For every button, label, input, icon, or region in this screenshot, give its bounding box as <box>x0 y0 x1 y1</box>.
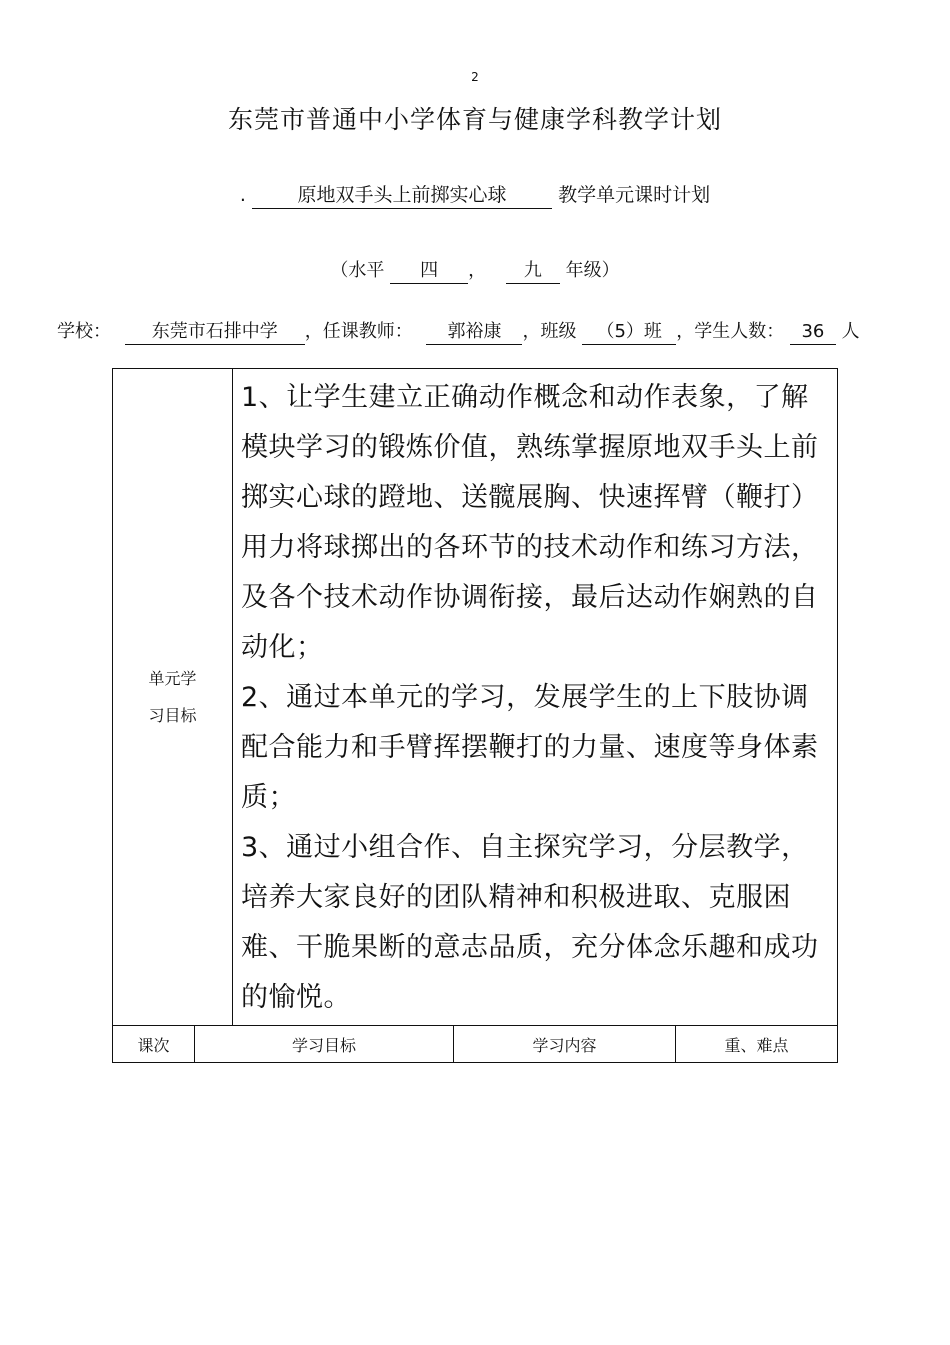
header-lesson: 课次 <box>113 1026 195 1063</box>
header-content: 学习内容 <box>454 1026 676 1063</box>
header-objectives: 学习目标 <box>195 1026 454 1063</box>
objectives-label-line2: 习目标 <box>148 706 197 725</box>
page-number: 2 <box>471 70 479 84</box>
level-separator: ， <box>468 260 487 281</box>
school-value: 东莞市石排中学 <box>125 321 305 345</box>
level-value: 四 <box>390 260 468 284</box>
level-close: 年级） <box>565 260 620 281</box>
document-title: 东莞市普通中小学体育与健康学科教学计划 <box>227 105 722 134</box>
teacher-label: ，任课教师： <box>304 321 413 342</box>
objective-item: 3、通过小组合作、自主探究学习，分层教学，培养大家良好的团队精神和积极进取、克服困难、干脆果断的意志品质，充分体念乐趣和成功的愉悦。 <box>241 832 819 1013</box>
students-unit: 人 <box>841 321 860 342</box>
teacher-value: 郭裕康 <box>426 321 522 345</box>
students-value: 36 <box>790 321 836 345</box>
class-value: （5）班 <box>582 321 676 345</box>
students-label: ，学生人数： <box>676 321 785 342</box>
class-label: ，班级 <box>522 321 577 342</box>
objective-item: 2、通过本单元的学习，发展学生的上下肢协调配合能力和手臂挥摆鞭打的力量、速度等身体素质； <box>241 682 819 813</box>
level-open: （水平 <box>330 260 385 281</box>
unit-prefix: . <box>239 184 246 206</box>
school-label: 学校： <box>57 321 111 342</box>
level-line <box>0 256 950 284</box>
objective-item: 1、让学生建立正确动作概念和动作表象，了解模块学习的锻炼价值，熟练掌握原地双手头上前掷实心球的蹬地、送髋展胸、快速挥臂（鞭打）用力将球掷出的各环节的技术动作和练习方法，及各个技术动作协调衔接，最后达动作娴熟的自动化； <box>241 382 819 663</box>
table-header-row <box>113 1026 838 1063</box>
unit-name: 原地双手头上前掷实心球 <box>252 184 552 209</box>
objectives-label-cell <box>113 369 233 1026</box>
header-key-points: 重、难点 <box>676 1026 838 1063</box>
objectives-text-cell <box>233 369 838 1026</box>
unit-title-line <box>0 180 950 209</box>
unit-plan-table <box>112 368 838 1063</box>
objectives-row <box>113 369 838 1026</box>
unit-suffix: 教学单元课时计划 <box>558 184 711 206</box>
info-line <box>57 317 937 345</box>
grade-value: 九 <box>506 260 560 284</box>
objectives-label-line1: 单元学 <box>148 669 197 688</box>
